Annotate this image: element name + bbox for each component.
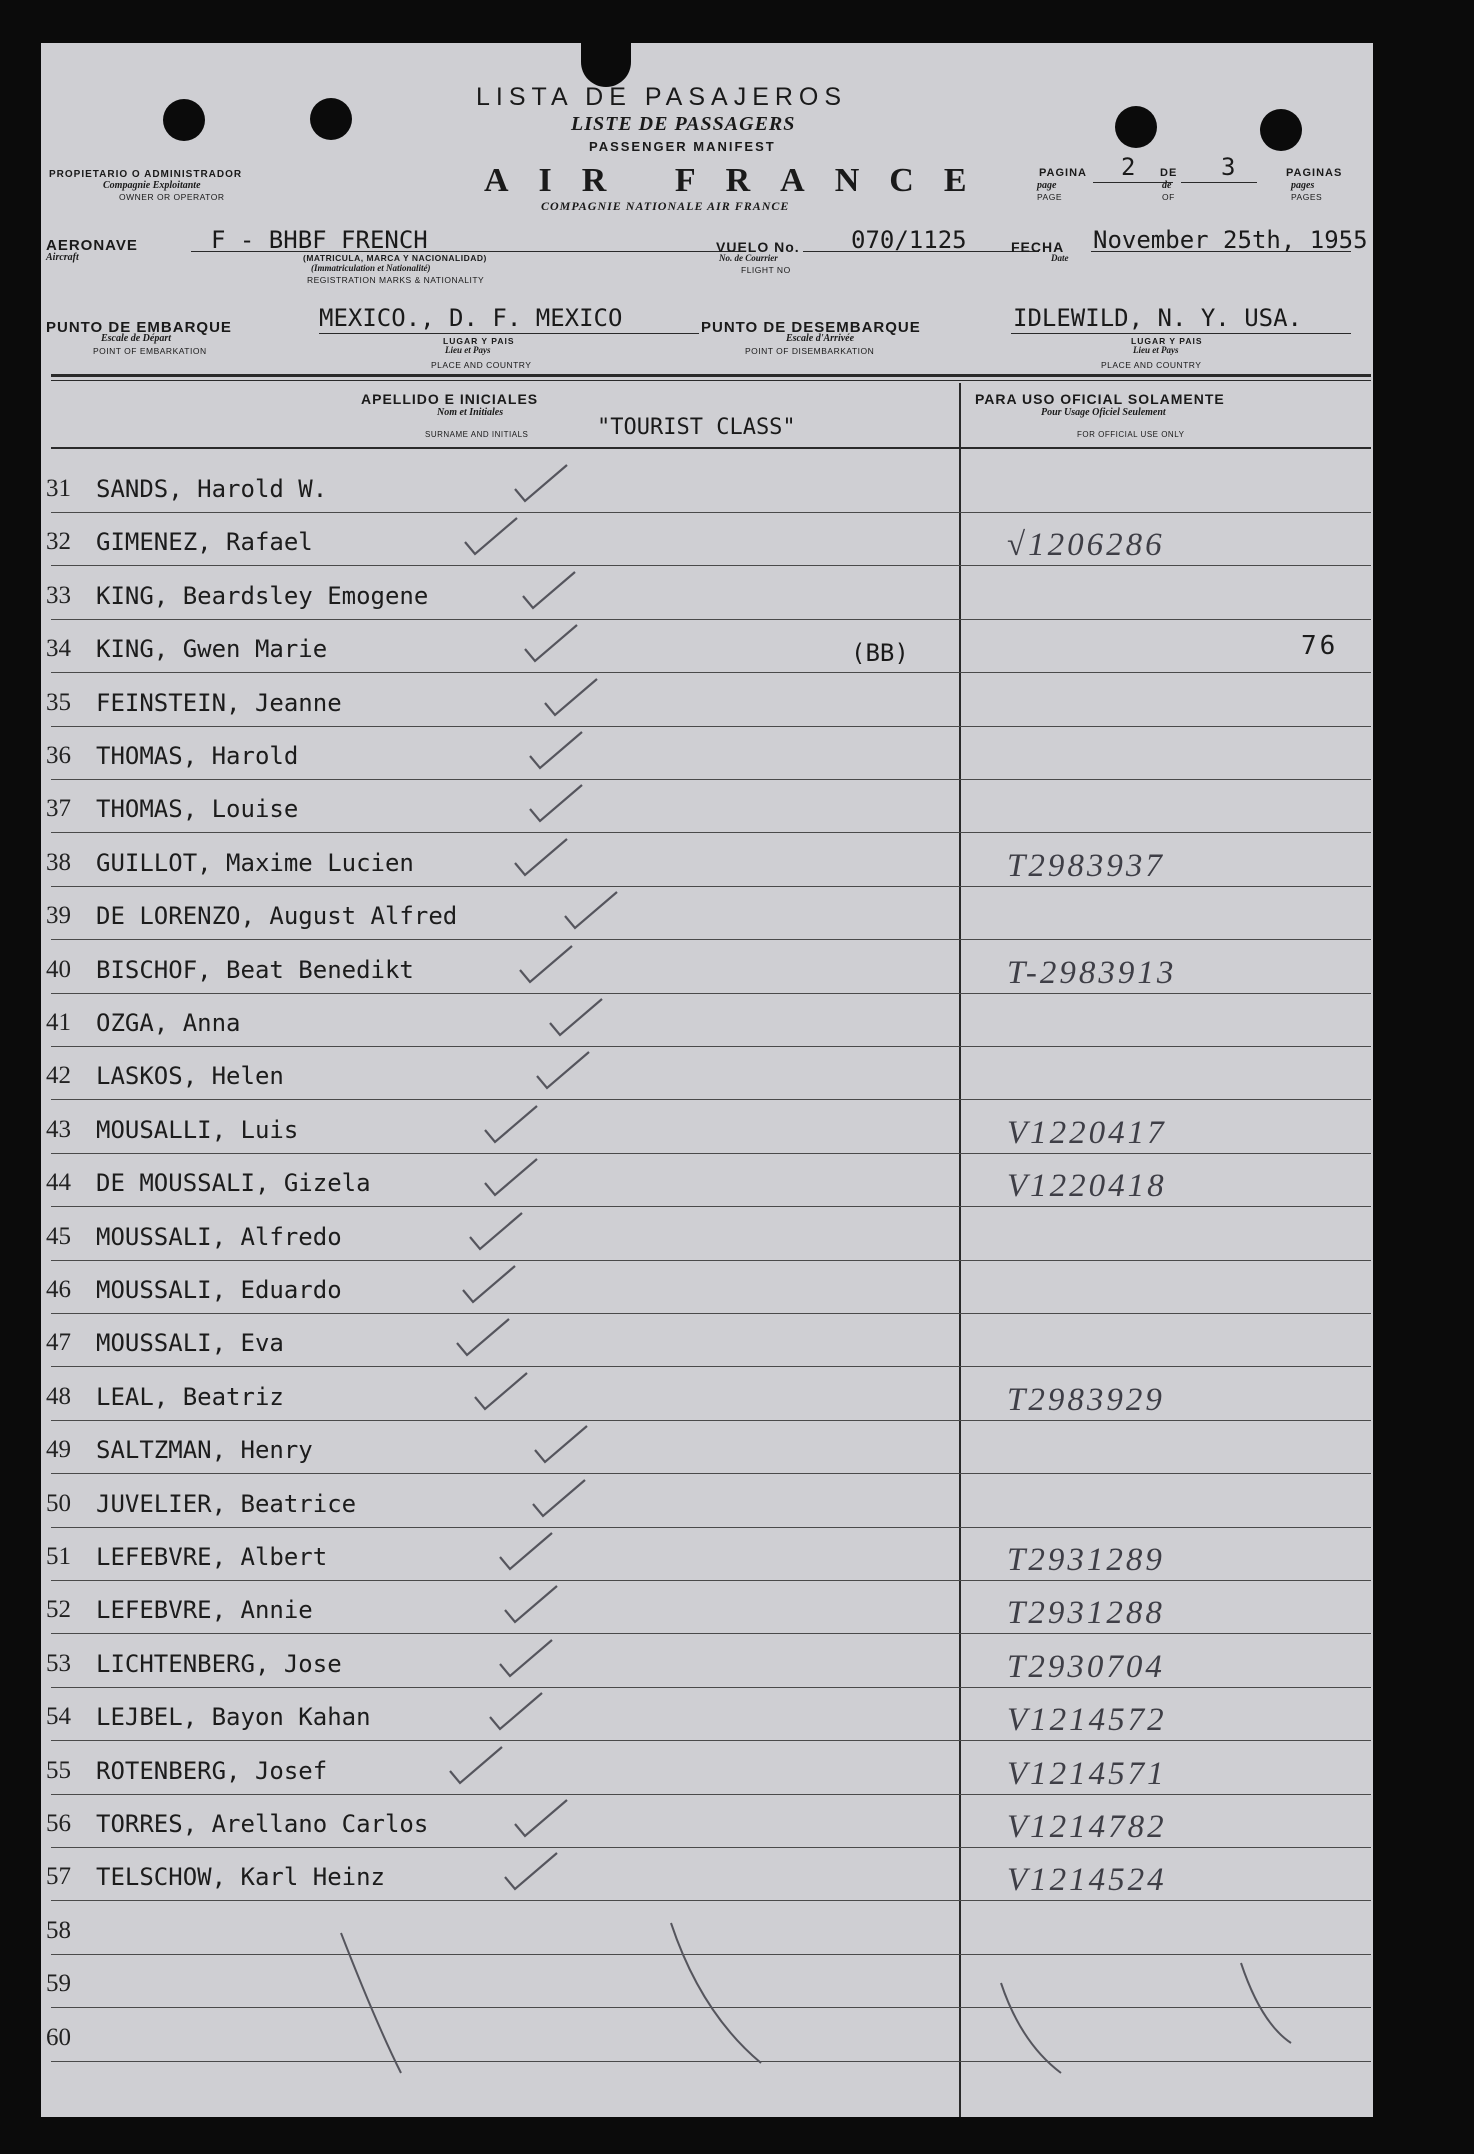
row-number: 46 — [46, 1276, 71, 1303]
checkmark-icon — [481, 1153, 541, 1203]
row-number: 47 — [46, 1329, 71, 1357]
passenger-name: ROTENBERG, Josef — [96, 1756, 328, 1785]
disembark-place: IDLEWILD, N. Y. USA. — [1013, 304, 1302, 332]
disembark-place-fr: Lieu et Pays — [1133, 345, 1179, 355]
passenger-name: SALTZMAN, Henry — [96, 1436, 313, 1465]
flight-label: VUELO No. — [716, 239, 800, 255]
row-number: 43 — [46, 1115, 71, 1143]
table-row — [41, 887, 1371, 940]
row-number: 37 — [46, 795, 71, 823]
disembark-label: PUNTO DE DESEMBARQUE — [701, 319, 921, 336]
official-entry: V1220418 — [1007, 1168, 1167, 1205]
checkmark-icon — [501, 1580, 561, 1630]
checkmark-icon — [516, 940, 576, 990]
official-entry: T2983929 — [1007, 1381, 1165, 1418]
row-number: 38 — [46, 848, 71, 876]
pages-label-en: PAGES — [1291, 192, 1323, 202]
checkmark-icon — [481, 1100, 541, 1150]
disembark-place-en: PLACE AND COUNTRY — [1101, 360, 1202, 370]
passenger-name: MOUSSALI, Eva — [96, 1329, 284, 1358]
checkmark-icon — [511, 459, 571, 509]
header-rule-top — [51, 374, 1371, 377]
name-column-header-en: SURNAME AND INITIALS — [425, 430, 529, 439]
embark-place-en: PLACE AND COUNTRY — [431, 360, 532, 370]
checkmark-icon — [533, 1046, 593, 1096]
row-number: 31 — [46, 475, 71, 502]
row-number: 48 — [46, 1382, 71, 1410]
torn-notch — [581, 39, 631, 87]
checkmark-icon — [496, 1527, 556, 1577]
punch-hole-icon — [1115, 106, 1157, 148]
table-row — [41, 674, 1371, 727]
row-number: 55 — [46, 1756, 71, 1784]
embark-label-fr: Escale de Départ — [101, 333, 171, 344]
checkmark-icon — [526, 779, 586, 829]
passenger-name: GIMENEZ, Rafael — [96, 528, 313, 557]
table-row — [41, 994, 1371, 1047]
passenger-name: OZGA, Anna — [96, 1009, 241, 1037]
official-entry: V1214782 — [1007, 1809, 1167, 1845]
passenger-name: LICHTENBERG, Jose — [96, 1649, 342, 1678]
passenger-name: MOUSALLI, Luis — [96, 1115, 299, 1144]
row-number: 34 — [46, 635, 71, 663]
row-number: 51 — [46, 1543, 71, 1570]
official-entry: V1214571 — [1007, 1755, 1167, 1792]
official-entry: V1220417 — [1007, 1114, 1167, 1151]
table-row — [41, 1101, 1371, 1154]
checkmark-icon — [531, 1420, 591, 1470]
header-rule-bottom — [51, 447, 1371, 449]
embark-place-es: LUGAR Y PAIS — [443, 336, 515, 346]
table-row — [41, 1261, 1371, 1314]
title-fr: LISTE DE PASSAGERS — [571, 113, 796, 135]
passenger-note: (BB) — [851, 639, 909, 668]
table-row — [41, 567, 1371, 620]
flight-label-fr: No. de Courrier — [719, 253, 778, 263]
table-row — [41, 460, 1371, 513]
embark-label: PUNTO DE EMBARQUE — [46, 319, 232, 336]
checkmark-icon — [529, 1474, 589, 1524]
row-number: 42 — [46, 1062, 71, 1090]
owner-label: PROPIETARIO O ADMINISTRADOR — [49, 169, 243, 180]
punch-hole-icon — [1260, 109, 1302, 151]
row-number: 33 — [46, 581, 71, 609]
airline-name: AIR FRANCE — [484, 162, 997, 199]
row-number: 44 — [46, 1169, 71, 1197]
passenger-name: DE LORENZO, August Alfred — [96, 902, 458, 931]
passenger-name: THOMAS, Harold — [96, 742, 299, 770]
row-number: 59 — [46, 1970, 71, 1998]
table-row — [41, 620, 1371, 673]
page-number: 2 — [1121, 153, 1136, 181]
table-row — [41, 941, 1371, 994]
aircraft-label-fr: Aircraft — [46, 252, 79, 263]
disembark-place-es: LUGAR Y PAIS — [1131, 336, 1203, 346]
name-column-header-fr: Nom et Initiales — [437, 407, 504, 418]
disembark-label-fr: Escale d'Arrivée — [786, 333, 855, 344]
title-es: LISTA DE PASAJEROS — [476, 83, 848, 111]
table-row — [41, 1795, 1371, 1848]
checkmark-icon — [541, 673, 601, 723]
page-of-label-en: OF — [1162, 192, 1175, 202]
flight-number: 070/1125 — [851, 226, 967, 254]
table-row — [41, 1475, 1371, 1528]
punch-hole-icon — [310, 98, 352, 140]
official-entry: √1206286 — [1007, 527, 1165, 564]
row-number: 57 — [46, 1863, 71, 1891]
table-row — [41, 1421, 1371, 1474]
passenger-name: MOUSSALI, Alfredo — [96, 1222, 342, 1251]
embark-place: MEXICO., D. F. MEXICO — [319, 304, 623, 332]
owner-label-fr: Compagnie Exploitante — [103, 180, 201, 191]
passenger-name: KING, Beardsley Emogene — [96, 581, 429, 610]
official-entry: T-2983913 — [1007, 954, 1177, 991]
checkmark-icon — [471, 1367, 531, 1417]
aircraft-caption-es: (MATRICULA, MARCA Y NACIONALIDAD) — [303, 253, 487, 263]
aircraft-caption-fr: (Immatriculation et Nationalité) — [311, 263, 431, 273]
passenger-name: LEJBEL, Bayon Kahan — [96, 1703, 371, 1732]
table-row — [41, 513, 1371, 566]
table-row — [41, 1314, 1371, 1367]
official-entry: T2931289 — [1007, 1542, 1165, 1578]
flight-date: November 25th, 1955 — [1093, 226, 1368, 254]
title-en: PASSENGER MANIFEST — [589, 139, 776, 154]
table-row — [41, 1208, 1371, 1261]
table-row — [41, 834, 1371, 887]
embark-label-en: POINT OF EMBARKATION — [93, 346, 207, 356]
passenger-name: SANDS, Harold W. — [96, 475, 328, 503]
passenger-name: LEAL, Beatriz — [96, 1382, 284, 1411]
table-row — [41, 1848, 1371, 1901]
row-number: 40 — [46, 955, 71, 983]
checkmark-icon — [526, 726, 586, 776]
passenger-name: KING, Gwen Marie — [96, 635, 328, 664]
checkmark-icon — [521, 619, 581, 669]
passenger-name: GUILLOT, Maxime Lucien — [96, 848, 414, 877]
checkmark-icon — [459, 1260, 519, 1310]
row-number: 32 — [46, 528, 71, 556]
passenger-name: TORRES, Arellano Carlos — [96, 1810, 429, 1838]
airline-subtitle: COMPAGNIE NATIONALE AIR FRANCE — [541, 199, 790, 213]
official-column-header: PARA USO OFICIAL SOLAMENTE — [975, 391, 1225, 407]
table-row — [41, 1688, 1371, 1741]
official-entry: V1214524 — [1007, 1862, 1167, 1899]
checkmark-icon — [446, 1741, 506, 1791]
row-number: 60 — [46, 2023, 71, 2051]
passenger-name: TELSCHOW, Karl Heinz — [96, 1863, 385, 1892]
row-number: 54 — [46, 1703, 71, 1731]
class-label: "TOURIST CLASS" — [597, 415, 796, 440]
void-strike-marks — [41, 1903, 1371, 2117]
checkmark-icon — [486, 1687, 546, 1737]
manifest-sheet — [41, 43, 1373, 2117]
checkmark-icon — [511, 833, 571, 883]
checkmark-icon — [519, 566, 579, 616]
embark-place-fr: Lieu et Pays — [445, 345, 491, 355]
passenger-name: LEFEBVRE, Annie — [96, 1596, 313, 1625]
page-label: PAGINA — [1039, 167, 1087, 179]
date-label-fr: Date — [1051, 253, 1069, 263]
aircraft-caption-en: REGISTRATION MARKS & NATIONALITY — [307, 275, 485, 285]
aircraft-value: F - BHBF FRENCH — [211, 226, 428, 254]
passenger-name: LEFEBVRE, Albert — [96, 1543, 328, 1571]
checkmark-icon — [453, 1313, 513, 1363]
pages-label: PAGINAS — [1286, 167, 1343, 179]
table-row — [41, 727, 1371, 780]
owner-label-en: OWNER OR OPERATOR — [119, 192, 225, 202]
passenger-name: THOMAS, Louise — [96, 795, 299, 824]
row-number: 36 — [46, 742, 71, 769]
table-row — [41, 1581, 1371, 1634]
table-row — [41, 1368, 1371, 1421]
official-entry: T2930704 — [1007, 1648, 1165, 1685]
date-label: FECHA — [1011, 239, 1065, 255]
page-label-en: PAGE — [1037, 192, 1062, 202]
checkmark-icon — [461, 512, 521, 562]
table-row — [41, 780, 1371, 833]
row-number: 41 — [46, 1009, 71, 1036]
passenger-name: LASKOS, Helen — [96, 1062, 284, 1091]
page-label-fr: page — [1037, 180, 1057, 191]
table-row — [41, 1635, 1371, 1688]
official-column-header-fr: Pour Usage Oficiel Seulement — [1041, 407, 1166, 418]
name-column-header: APELLIDO E INICIALES — [361, 391, 539, 407]
row-number: 45 — [46, 1222, 71, 1250]
official-entry: 76 — [1301, 631, 1339, 662]
checkmark-icon — [501, 1847, 561, 1897]
flight-label-en: FLIGHT NO — [741, 265, 791, 275]
passenger-name: DE MOUSSALI, Gizela — [96, 1169, 371, 1198]
row-number: 35 — [46, 688, 71, 716]
official-entry: T2983937 — [1007, 847, 1165, 884]
passenger-name: MOUSSALI, Eduardo — [96, 1276, 342, 1304]
checkmark-icon — [496, 1634, 556, 1684]
checkmark-icon — [466, 1207, 526, 1257]
checkmark-icon — [561, 886, 621, 936]
passenger-name: BISCHOF, Beat Benedikt — [96, 955, 414, 984]
checkmark-icon — [546, 993, 606, 1043]
checkmark-icon — [511, 1794, 571, 1844]
disembark-label-en: POINT OF DISEMBARKATION — [745, 346, 875, 356]
row-number: 50 — [46, 1489, 71, 1517]
table-row — [41, 1742, 1371, 1795]
page-of-label-fr: de — [1162, 180, 1172, 191]
row-number: 56 — [46, 1810, 71, 1837]
row-number: 53 — [46, 1649, 71, 1677]
row-number: 39 — [46, 902, 71, 930]
pages-label-fr: pages — [1291, 180, 1315, 191]
page-of-label: DE — [1160, 167, 1178, 179]
aircraft-label: AERONAVE — [46, 237, 138, 254]
passenger-name: FEINSTEIN, Jeanne — [96, 688, 342, 717]
row-number: 49 — [46, 1436, 71, 1464]
official-entry: V1214572 — [1007, 1702, 1167, 1739]
row-number: 52 — [46, 1596, 71, 1624]
official-column-header-en: FOR OFFICIAL USE ONLY — [1077, 430, 1185, 439]
official-entry: T2931288 — [1007, 1595, 1165, 1632]
punch-hole-icon — [163, 99, 205, 141]
passenger-name: JUVELIER, Beatrice — [96, 1489, 357, 1518]
table-row — [41, 1047, 1371, 1100]
row-number: 58 — [46, 1916, 71, 1944]
table-row — [41, 1528, 1371, 1581]
table-row — [41, 1154, 1371, 1207]
page-total: 3 — [1221, 153, 1236, 181]
